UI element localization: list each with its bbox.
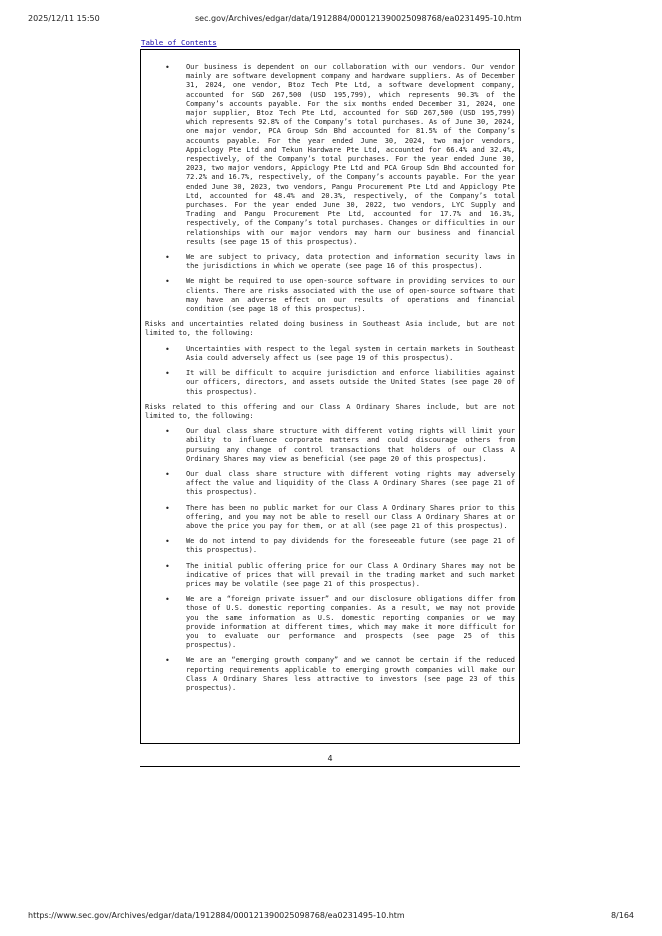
print-footer-url: https://www.sec.gov/Archives/edgar/data/1912884/000121390025098768/ea0231495-10.htm bbox=[28, 911, 405, 920]
list-item bbox=[145, 656, 515, 693]
risk-text: Our dual class share structure with different voting rights will limit your ability to influence corporate matters and could discourage others from pursuing any change of control transactions that holders of our Class A Ordinary Shares may view as beneficial (see page 20 of this prospectus). bbox=[186, 427, 515, 463]
list-item bbox=[145, 562, 515, 590]
print-header-url: sec.gov/Archives/edgar/data/1912884/000121390025098768/ea0231495-10.htm bbox=[195, 14, 522, 23]
list-item bbox=[145, 63, 515, 247]
list-item bbox=[145, 369, 515, 397]
bullet-icon: • bbox=[165, 427, 170, 437]
risk-text: We do not intend to pay dividends for the foreseeable future (see page 21 of this prospectus). bbox=[186, 537, 515, 555]
vendor-risk-list bbox=[145, 63, 515, 314]
risk-text: Our business is dependent on our collaboration with our vendors. Our vendor mainly are software development company and hardware suppliers. As of December 31, 2024, one vendor, Btoz Tech Pte Ltd, a software development company, accounted for SGD 267,500 (USD 195,799), which represents 90.3% of the Company’s accounts payable. For the six months ended December 31, 2024, one major supplier, Btoz Tech Pte Ltd, accounted for SGD 267,500 (USD 195,799) which represents 92.8% of the Company’s total purchases. As of June 30, 2024, one major vendor, PCA Group Sdn Bhd accounted for 81.5% of the Company’s accounts payable. For the year ended June 30, 2024, two major vendors, Appiclogy Pte Ltd and Tekun Hardware Pte Ltd, accounted for 66.4% and 32.4%, respectively, of the Company’s total purchases. For the year ended June 30, 2023, two major vendors, Appiclogy Pte Ltd and PCA Group Sdn Bhd accounted for 72.2% and 16.7%, respectively, of the Company’s accounts payable. For the year ended June 30, 2023, two vendors, Pangu Procurement Pte Ltd and Appiclogy Pte Ltd, accounted for 48.4% and 20.3%, respectively, of the Company’s total purchases. For the year ended June 30, 2022, two vendors, LYC Supply and Trading and Pangu Procurement Pte Ltd, accounted for 17.7% and 16.3%, respectively, of the Company’s total purchases. Changes or difficulties in our relationships with our major vendors may harm our business and financial results (see page 15 of this prospectus). bbox=[186, 63, 515, 246]
print-datetime: 2025/12/11 15:50 bbox=[28, 14, 100, 23]
bullet-icon: • bbox=[165, 344, 170, 354]
bullet-icon: • bbox=[165, 537, 170, 547]
bullet-icon: • bbox=[165, 503, 170, 513]
risk-text: We might be required to use open-source software in providing services to our clients. There are risks associated with the use of open-source software that may have an adverse effect on our results of operations and financial condition (see page 18 of this prospectus). bbox=[186, 277, 515, 314]
bullet-icon: • bbox=[165, 469, 170, 479]
list-item bbox=[145, 345, 515, 363]
southeast-asia-risk-list bbox=[145, 345, 515, 397]
list-item bbox=[145, 427, 515, 464]
bullet-icon: • bbox=[165, 561, 170, 571]
bullet-icon: • bbox=[165, 253, 170, 263]
risk-text: It will be difficult to acquire jurisdiction and enforce liabilities against our officers, directors, and assets outside the United States (see page 20 of this prospectus). bbox=[186, 369, 515, 396]
risk-text: We are an “emerging growth company” and we cannot be certain if the reduced reporting requirements applicable to emerging growth companies will make our Class A Ordinary Shares less attractive to investors (see page 23 of this prospectus). bbox=[186, 656, 515, 692]
offering-intro: Risks related to this offering and our Class A Ordinary Shares include, but are not limited to, the following: bbox=[145, 402, 515, 420]
bullet-icon: • bbox=[165, 656, 170, 666]
list-item bbox=[145, 470, 515, 498]
bullet-icon: • bbox=[165, 595, 170, 605]
risk-text: Uncertainties with respect to the legal system in certain markets in Southeast Asia could adversely affect us (see page 19 of this prospectus). bbox=[186, 344, 515, 362]
bullet-icon: • bbox=[165, 277, 170, 287]
risk-text: The initial public offering price for our Class A Ordinary Shares may not be indicative of prices that will prevail in the trading market and such market prices may be volatile (see page 21 of this prospectus). bbox=[186, 561, 515, 588]
risk-summary-box bbox=[140, 49, 520, 744]
list-item bbox=[145, 504, 515, 532]
southeast-asia-intro: Risks and uncertainties related doing business in Southeast Asia include, but are not limited to, the following: bbox=[145, 320, 515, 338]
risk-text: We are a “foreign private issuer” and our disclosure obligations differ from those of U.S. domestic reporting companies. As a result, we may not provide you the same information as U.S. domestic reporting companies or we may provide information at different times, which may make it more difficult for you to evaluate our performance and prospects (see page 25 of this prospectus). bbox=[186, 595, 515, 650]
list-item bbox=[145, 595, 515, 650]
list-item bbox=[145, 253, 515, 271]
table-of-contents-link[interactable]: Table of Contents bbox=[141, 38, 217, 47]
bullet-icon: • bbox=[165, 369, 170, 379]
footer-divider bbox=[140, 766, 520, 767]
print-page-counter: 8/164 bbox=[610, 911, 634, 920]
page-number: 4 bbox=[327, 754, 333, 763]
bullet-icon: • bbox=[165, 63, 170, 72]
offering-risk-list bbox=[145, 427, 515, 693]
list-item bbox=[145, 537, 515, 555]
risk-text: We are subject to privacy, data protection and information security laws in the jurisdictions in which we operate (see page 16 of this prospectus). bbox=[186, 253, 515, 271]
risk-text: There has been no public market for our Class A Ordinary Shares prior to this offering, and you may not be able to resell our Class A Ordinary Shares at or above the price you pay for them, or at all (see page 21 of this prospectus). bbox=[186, 503, 515, 530]
risk-text: Our dual class share structure with different voting rights may adversely affect the value and liquidity of the Class A Ordinary Shares (see page 21 of this prospectus). bbox=[186, 469, 515, 497]
list-item bbox=[145, 277, 515, 314]
